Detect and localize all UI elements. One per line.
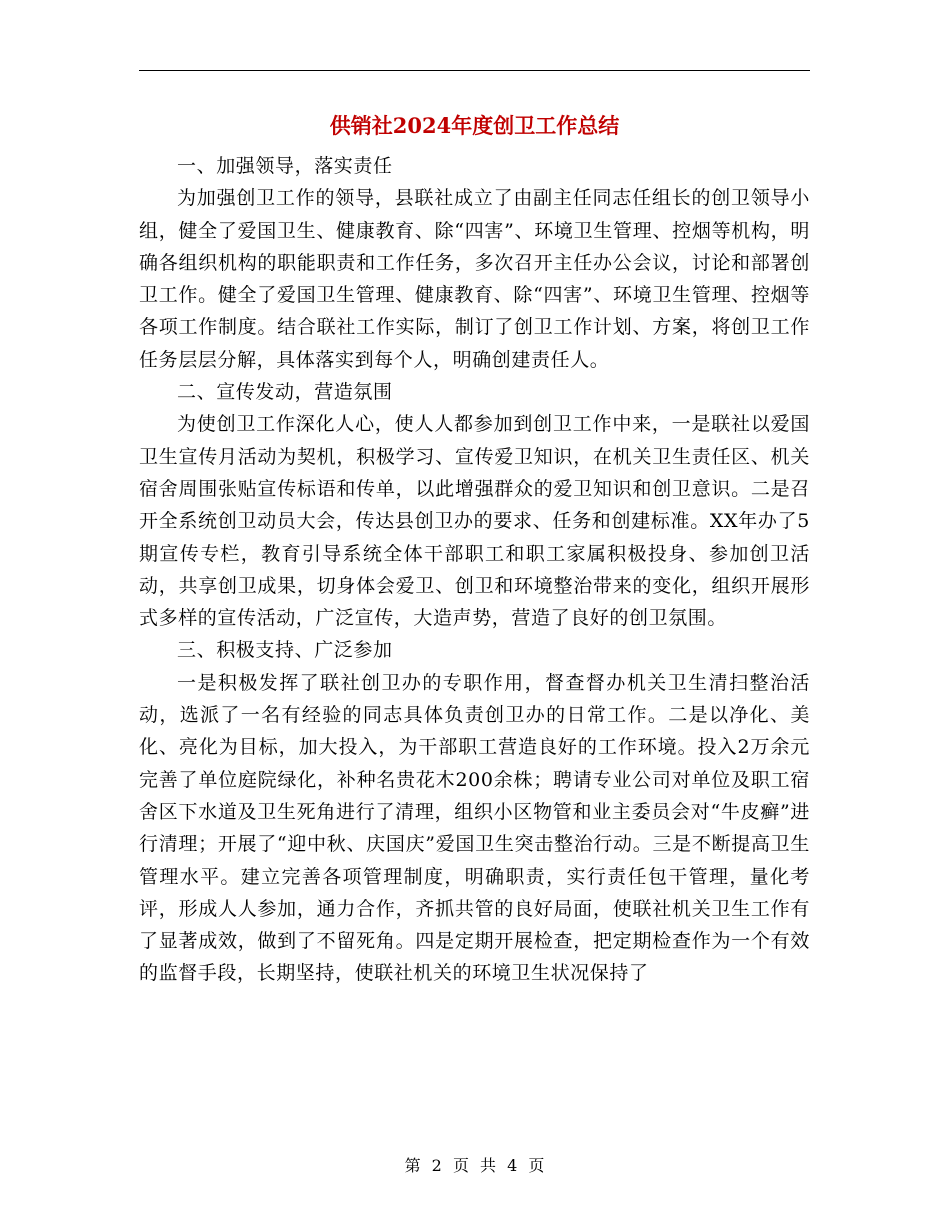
section-heading-3: 三、积极支持、广泛参加 — [177, 639, 393, 662]
header-rule — [139, 70, 810, 71]
section-paragraph-1: 为加强创卫工作的领导，县联社成立了由副主任同志任组长的创卫领导小组，健全了爱国卫生、健康教育、除“四害”、环境卫生管理、控烟等机构，明确各组织机构的职能职责和工作任务，多次召开主任办公会议，讨论和部署创卫工作。健全了爱国卫生管理、健康教育、除“四害”、环境卫生管理、控烟等各项工作制度。结合联社工作实际，制订了创卫工作计划、方案，将创卫工作任务层层分解，具体落实到每个人，明确创建责任人。 — [139, 187, 810, 371]
section-paragraph-2: 为使创卫工作深化人心，使人人都参加到创卫工作中来，一是联社以爱国卫生宣传月活动为契机，积极学习、宣传爱卫知识，在机关卫生责任区、机关宿舍周围张贴宣传标语和传单，以此增强群众的爱卫知识和创卫意识。二是召开全系统创卫动员大会，传达县创卫办的要求、任务和创建标准。XX年办了5期宣传专栏，教育引导系统全体干部职工和职工家属积极投身、参加创卫活动，共享创卫成果，切身体会爱卫、创卫和环境整治带来的变化，组织开展形式多样的宣传活动，广泛宣传，大造声势，营造了良好的创卫氛围。 — [139, 413, 810, 630]
section-paragraph-3: 一是积极发挥了联社创卫办的专职作用，督查督办机关卫生清扫整治活动，选派了一名有经验的同志具体负责创卫办的日常工作。二是以净化、美化、亮化为目标，加大投入，为干部职工营造良好的工作环境。投入2万余元完善了单位庭院绿化，补种名贵花木200余株；聘请专业公司对单位及职工宿舍区下水道及卫生死角进行了清理，组织小区物管和业主委员会对“牛皮癣”进行清理；开展了“迎中秋、庆国庆”爱国卫生突击整治行动。三是不断提高卫生管理水平。建立完善各项管理制度，明确职责，实行责任包干管理，量化考评，形成人人参加，通力合作，齐抓共管的良好局面，使联社机关卫生工作有了显著成效，做到了不留死角。四是定期开展检查，把定期检查作为一个有效的监督手段，长期坚持，使联社机关的环境卫生状况保持了 — [139, 671, 810, 985]
section-heading-2: 二、宣传发动，营造氛围 — [177, 381, 393, 404]
section-heading-1: 一、加强领导，落实责任 — [177, 155, 393, 177]
page-number-footer: 第 2 页 共 4 页 — [404, 1156, 546, 1175]
document-title: 供销社2024年度创卫工作总结 — [329, 113, 620, 138]
document-body — [139, 150, 810, 990]
